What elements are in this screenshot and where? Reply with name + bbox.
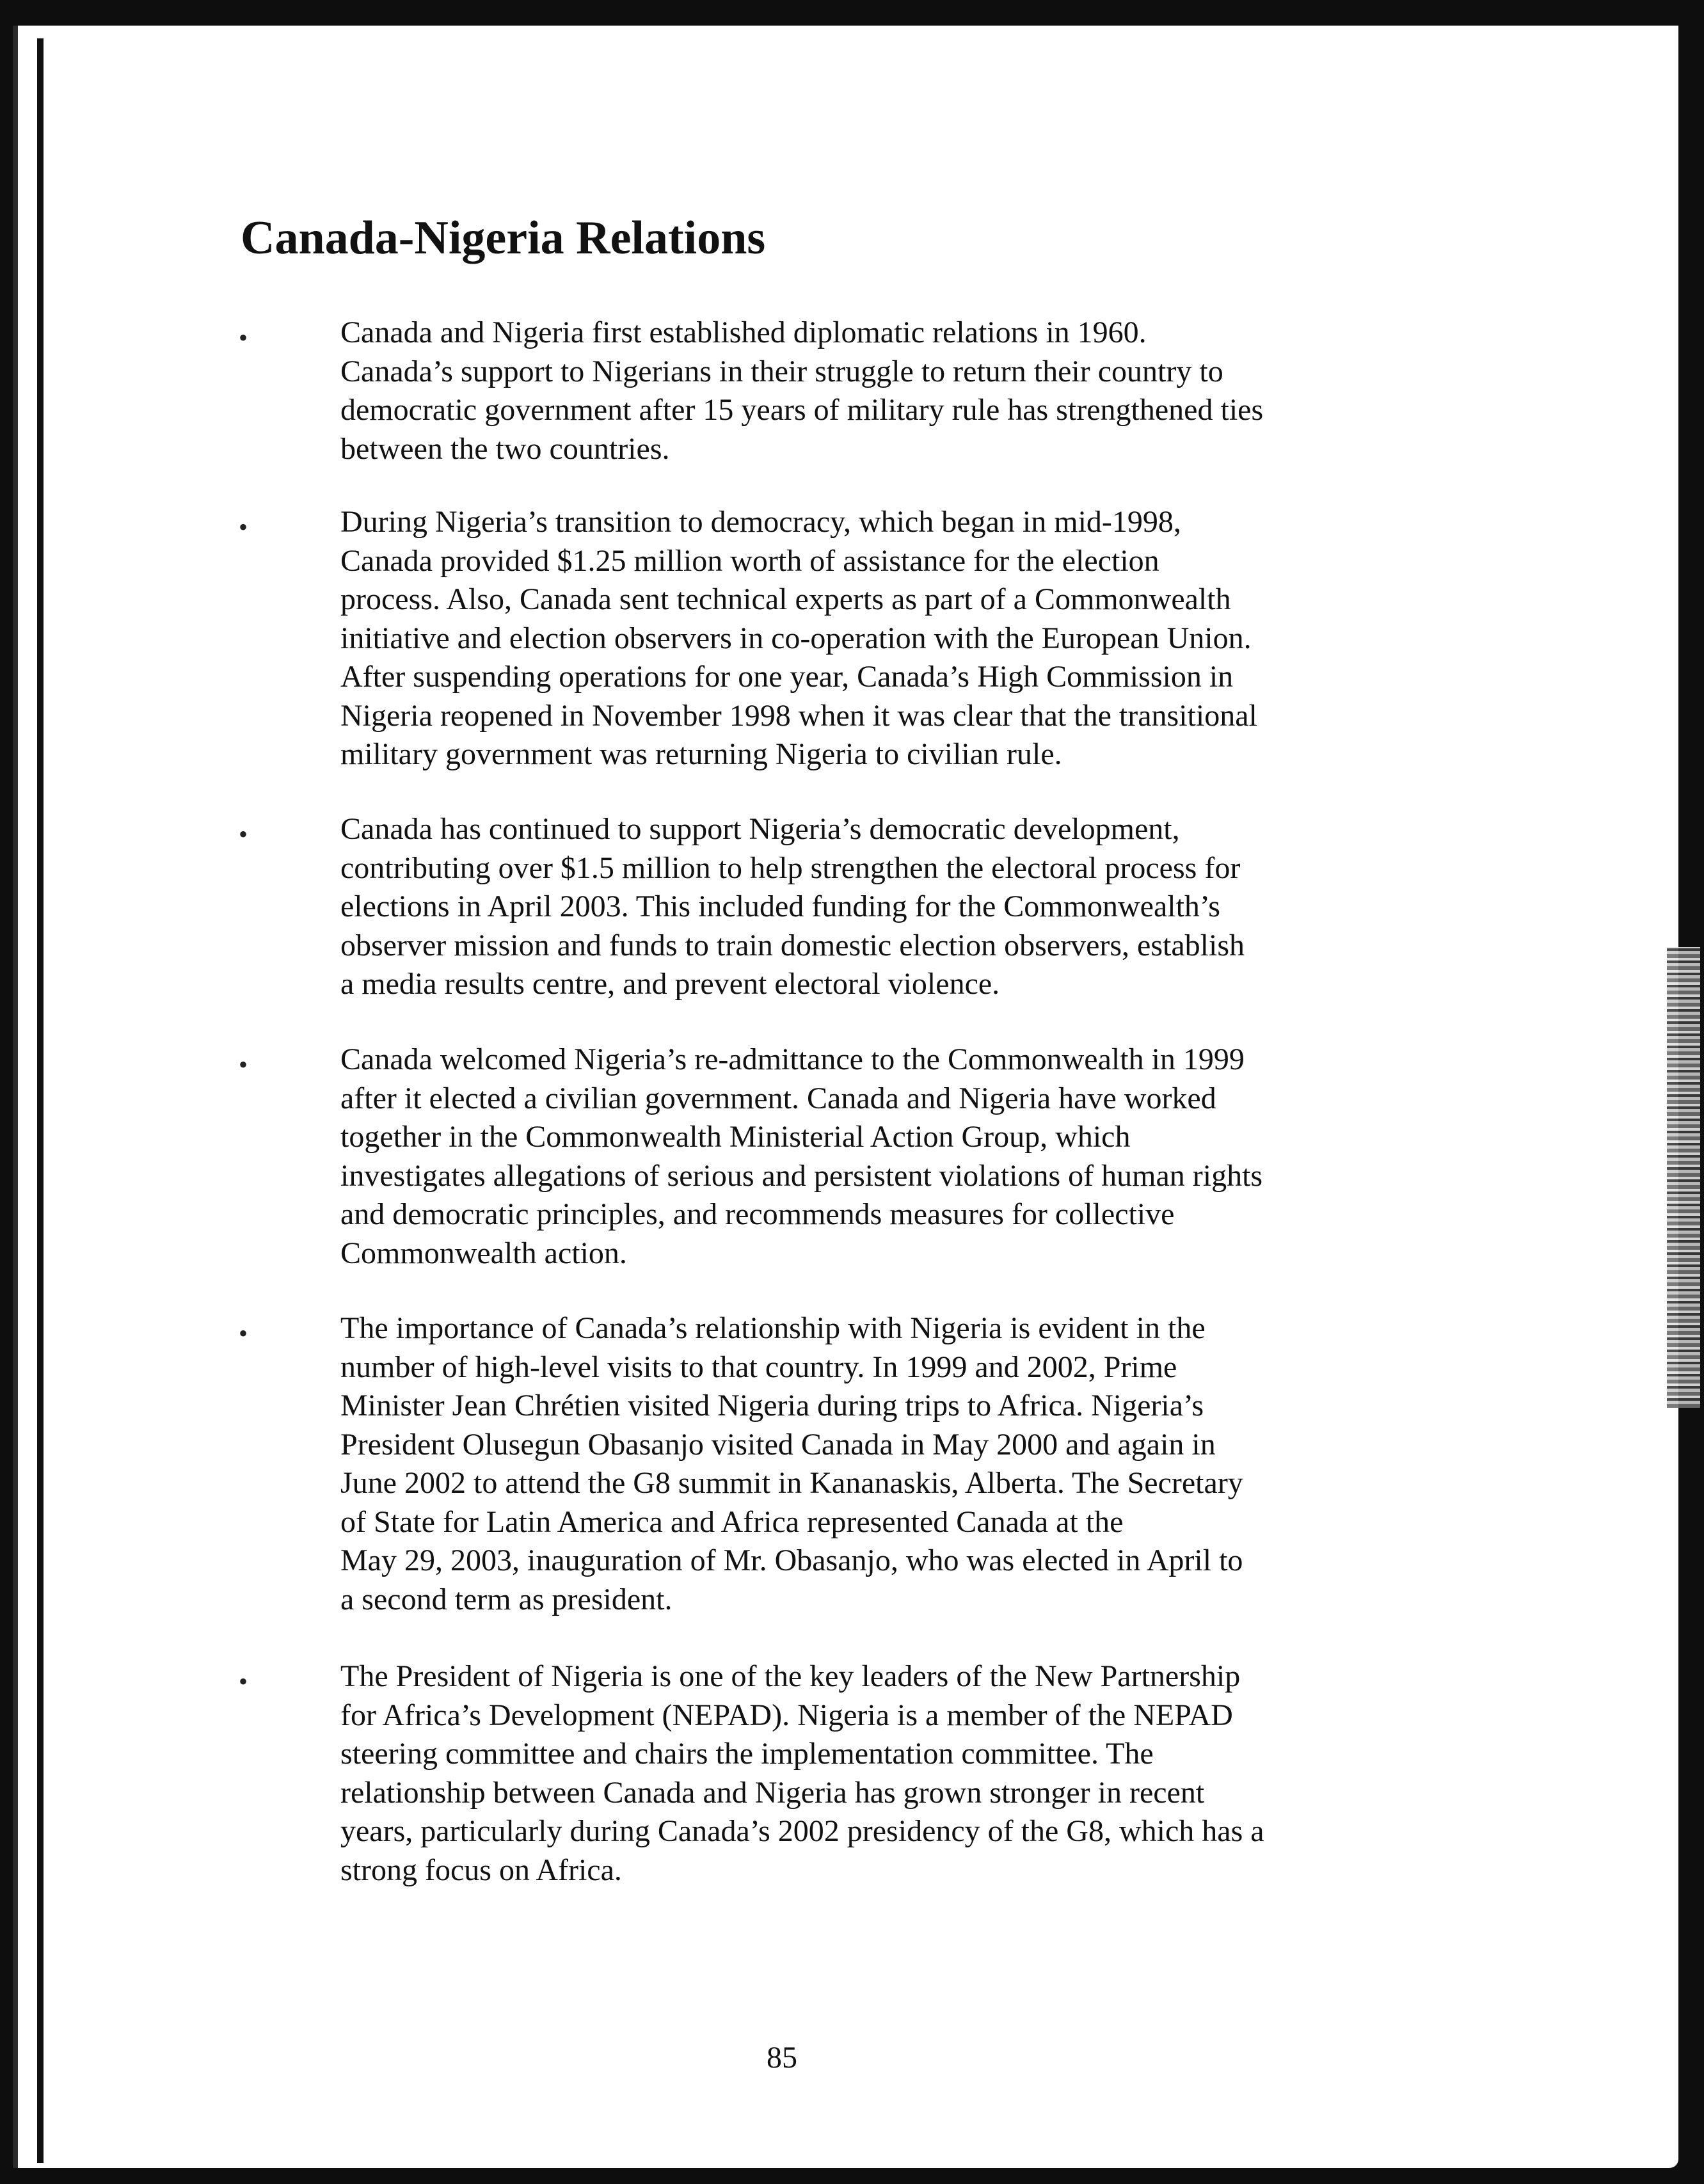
page-number: 85 <box>767 2041 797 2075</box>
bullet-marker: • <box>239 1667 248 1696</box>
text-line: together in the Commonwealth Ministerial Action Group, which <box>340 1120 1131 1154</box>
page-title: Canada-Nigeria Relations <box>241 212 766 264</box>
text-line: between the two countries. <box>340 431 670 466</box>
text-line: relationship between Canada and Nigeria has grown stronger in recent <box>340 1775 1205 1810</box>
text-line: elections in April 2003. This included funding for the Commonwealth’s <box>340 889 1220 923</box>
text-line: after it elected a civilian government. Canada and Nigeria have worked <box>340 1081 1216 1115</box>
bullet-paragraph <box>340 1309 1339 1619</box>
bullet-marker: • <box>239 1319 248 1348</box>
bullet-marker: • <box>239 323 248 352</box>
text-line: of State for Latin America and Africa represented Canada at the <box>340 1504 1124 1539</box>
bullet-marker: • <box>239 513 248 541</box>
text-line: observer mission and funds to train domestic election observers, establish <box>340 928 1245 962</box>
text-line: process. Also, Canada sent technical experts as part of a Commonwealth <box>340 582 1231 616</box>
bullet-paragraph <box>340 810 1339 1004</box>
bullet-paragraph <box>340 314 1339 468</box>
text-line: military government was returning Nigeria to civilian rule. <box>340 737 1062 771</box>
text-line: The President of Nigeria is one of the key leaders of the New Partnership <box>340 1659 1241 1693</box>
text-line: After suspending operations for one year, Canada’s High Commission in <box>340 660 1234 694</box>
text-line: strong focus on Africa. <box>340 1853 622 1887</box>
text-line: President Olusegun Obasanjo visited Canada in May 2000 and again in <box>340 1427 1216 1462</box>
bullet-paragraph <box>340 1657 1339 1890</box>
text-line: number of high-level visits to that country. In 1999 and 2002, Prime <box>340 1350 1177 1384</box>
text-line: years, particularly during Canada’s 2002 presidency of the G8, which has a <box>340 1814 1264 1848</box>
bullet-paragraph <box>340 1040 1339 1273</box>
text-line: contributing over $1.5 million to help strengthen the electoral process for <box>340 850 1241 885</box>
bullet-marker: • <box>239 1050 248 1079</box>
text-line: The importance of Canada’s relationship with Nigeria is evident in the <box>340 1311 1206 1345</box>
bullet-marker: • <box>239 820 248 849</box>
text-line: initiative and election observers in co-operation with the European Union. <box>340 621 1252 655</box>
text-line: Canada welcomed Nigeria’s re-admittance to the Commonwealth in 1999 <box>340 1042 1245 1076</box>
text-line: During Nigeria’s transition to democracy, which began in mid-1998, <box>340 505 1181 539</box>
text-line: Canada has continued to support Nigeria’s democratic development, <box>340 812 1180 846</box>
bullet-paragraph <box>340 503 1339 774</box>
text-line: investigates allegations of serious and persistent violations of human rights <box>340 1158 1263 1193</box>
text-line: and democratic principles, and recommends measures for collective <box>340 1197 1175 1231</box>
text-line: Canada provided $1.25 million worth of assistance for the election <box>340 543 1159 578</box>
text-line: Minister Jean Chrétien visited Nigeria during trips to Africa. Nigeria’s <box>340 1389 1204 1423</box>
text-line: Nigeria reopened in November 1998 when it was clear that the transitional <box>340 698 1257 733</box>
text-line: for Africa’s Development (NEPAD). Nigeria is a member of the NEPAD <box>340 1698 1233 1732</box>
text-line: Canada’s support to Nigerians in their struggle to return their country to <box>340 354 1223 388</box>
text-line: June 2002 to attend the G8 summit in Kananaskis, Alberta. The Secretary <box>340 1466 1243 1500</box>
text-line: democratic government after 15 years of military rule has strengthened ties <box>340 393 1264 427</box>
text-line: Canada and Nigeria first established diplomatic relations in 1960. <box>340 315 1147 349</box>
text-line: May 29, 2003, inauguration of Mr. Obasanjo, who was elected in April to <box>340 1543 1243 1577</box>
text-line: Commonwealth action. <box>340 1236 627 1270</box>
text-line: a second term as president. <box>340 1582 673 1616</box>
text-line: steering committee and chairs the implementation committee. The <box>340 1737 1154 1771</box>
text-line: a media results centre, and prevent electoral violence. <box>340 967 1000 1001</box>
